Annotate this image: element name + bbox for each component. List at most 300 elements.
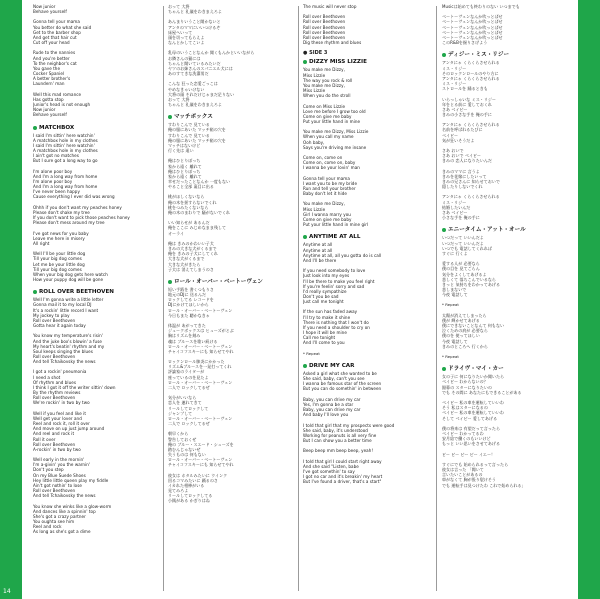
lyric-line: My heart's beatin' rhythm and my [33,343,105,349]
lyric-line: 地元のDJに 送るんだ [168,292,207,298]
lyric-line: チャイコフスキーにも 知らせてやれ [168,462,234,468]
lyric-line: When you call my name [303,134,354,140]
green-bullet-icon [303,235,307,239]
lyric-line: And move on up just jump around [33,426,105,432]
lyric-line: And I'll come to you [303,340,345,346]
lyric-line: 見てみろよ [168,488,189,494]
lyric-line: As long as she's got a dime [33,529,91,535]
lyric-line: 俺はひとりぼっち [168,168,201,174]
lyric-line: I need a shot [33,374,61,380]
lyric-line: Cause everything I ever did was wrong [33,194,115,200]
song-title-text: ドライヴ・マイ・カー [448,366,504,373]
lyric-line: きっと 気持ちをわかってあげる [442,281,501,287]
lyric-line: We're rockin' in two by two [33,400,90,406]
lyric-line: On my Blue Suede Shoes [33,472,86,478]
lyric-line: 銀幕の スターになりたいの [442,384,492,390]
lyric-line: To the neighbor's cat [33,60,77,66]
lyric-line: ジュークボックスは ヒューズがとぶ [168,328,234,334]
lyric-line: 悲しくて 落ちこんでいるなら [442,276,496,282]
lyric-line: DJにかけてほしいから [168,302,209,308]
lyric-line: イカれた相棒がいる [168,482,205,488]
lyric-line: 太陽が消えてしまったら [442,312,487,318]
lyric-line: * Repeat [303,350,320,356]
lyric-line: 彼女は言った 「聞いて [442,467,484,473]
lyric-line: Ooh baby, [303,139,325,145]
lyric-line: My jockey to play [33,312,70,318]
song-title [168,113,296,121]
lyric-line: And she said "Listen, babe [303,463,359,469]
song-title [168,278,296,286]
lyric-line: Musicは始めても終わりのない いつまでも [442,4,520,9]
lyric-line: ロール・オーバー・ベートーヴェン [168,379,233,385]
lyric-line: If you need a shoulder to cry on [303,324,370,330]
song-title-text: DRIVE MY CAR [309,363,355,369]
lyric-line: 俺をここに みじめなまま残して [168,225,227,231]
lyric-line: Anytime at all, all you gotta do is call [303,252,382,258]
song-title-text: ディジー・ミス・リジー [448,52,510,59]
lyric-line: いつでも 電話してくれれば [442,245,492,251]
lyric-line: 俺の木を揺すらないでくれ [168,199,217,205]
lyric-line: By the rhythm reviews [33,390,81,396]
lyric-line: The music will never stop [303,4,357,9]
lyric-line: 俺を きみの子犬にしてくれ [168,251,218,257]
lyric-line: 俺はひとりぼっち [168,158,201,164]
lyric-line: Roll over Beethoven [303,29,346,35]
lyric-line: Hey little little queen play my fiddle [33,477,109,483]
lyric-line: I wanna be your lovin' man [303,165,360,171]
green-bullet-icon [442,53,446,57]
lyric-line: 僕の目を 見てごらん [442,266,480,272]
lyric-line: 警告しておくぜ [168,436,197,442]
lyric-line: 座っているのを見たよ [168,374,209,380]
green-bullet-icon [33,126,37,130]
lyric-line: Please don't shake my tree [33,209,90,215]
lyric-line: 俺の木のまわりで 騒がないでくれ [168,209,231,215]
lyric-line: But I can show you a better time [303,438,372,444]
lyric-line: Just look into my eyes [303,273,350,279]
lyric-line: アンタにゃ くらくらさせられる [442,122,500,128]
lyric-line: Says you're driving me insane [303,144,367,150]
lyric-line: I've got somethin' to say [303,468,355,474]
green-bullet-icon [168,280,172,284]
lyric-line: I got a rockin' pneumonia [33,369,87,375]
lyric-line: きみの 恋人になりたいんだ [442,158,492,164]
lyric-line: 気分がいいなら [168,395,197,401]
lyric-line: Well if you feel and like it [33,410,86,416]
lyric-line: You make me Dizzy, [303,82,345,88]
lyric-line: 隠したりしないでくれ [442,184,483,190]
lyric-line: I'll try to make it shine [303,314,351,320]
lyric-line: 小銭がある かぎりはね [168,498,210,504]
song-title [442,365,576,373]
song-title-text: マッチボックス [174,114,213,121]
lyric-line: なんとかしてこいよ [168,40,205,46]
lyric-line: Don't you be sad [303,293,339,299]
lyric-line: 今夜 電話して [442,338,468,344]
lyric-line: ヤツのお姉さんのスパニエル犬には [168,65,233,71]
lyric-line: And baby I'll love you [303,412,349,418]
lyric-line: I'll be there to make you feel right [303,278,375,284]
lyric-line: 評論家のライターが [168,369,205,375]
lyric-line: Has gotta stop [33,96,64,102]
lyric-line: ちゃんと聞いているみたいだ [168,60,221,66]
green-bullet-icon [168,115,172,119]
lyric-line: アンタのママにいいつけるぞ [168,24,221,30]
lyric-line: 幸せだったことなんか 一度もない [168,179,231,184]
lyric-line: もっと いい思いをさせてあげる [442,441,501,447]
lyric-line: このR&Bを掘りさげよう [442,40,488,46]
lyric-line: And reel and rock it [33,431,75,437]
lyric-line: ベイビー わかってるわ [442,431,484,437]
lyric-line: リールしてロックしてる [168,493,213,499]
stanza-gap [33,117,161,122]
lyric-line: You make me Dizzy, Miss Lizzie [303,129,369,135]
lyric-line: 朝早くから [168,431,189,437]
lyric-line: 気分をよくしてあげるよ [442,271,487,277]
lyric-line: リールしてロックして [168,405,209,411]
song-title [33,288,161,296]
lyric-line: Well get your lover and [33,415,82,421]
green-bullet-icon [303,364,307,368]
song-title-text: ロール・オーバー・ベートーヴェン [174,278,263,285]
song-title-text: MATCHBOX [39,124,75,131]
lyric-line: Baby, you can drive my car [303,407,361,413]
lyric-line: 家から遠く 離れて [168,163,202,169]
lyric-line: ベイビー 私の車を運転していいわ [442,400,504,406]
lyric-line: 胸はリズムを刻み [168,333,201,339]
lyric-line: ベイビー [442,132,459,138]
lyric-line: Anytime at all [303,242,333,248]
lyric-line: Love me before I grow too old [303,108,366,114]
lyric-line: 乳母のいうことなんか 聞くもんかといいながら [168,50,255,56]
lyric-line: 僕のを 使ってほしい [442,333,480,339]
lyric-line: Reel and rock [33,524,62,530]
lyric-line: I'm alone poor boy [33,168,73,174]
lyric-line: 俺の ブルー・スエード・シューズを [168,441,234,447]
song-title [303,233,431,241]
lyric-line: Well this mad romance [33,91,82,97]
lyric-line: * Repeat [442,302,459,308]
lyric-line: I'd really sympathize [303,288,347,294]
lyric-line: 悲しまないで [442,286,467,292]
column-4 [442,4,576,594]
lyric-line: ベイビー わからないの？ [442,379,488,385]
lyric-line: 行く先は 遠い [168,148,194,154]
lyric-line: ビー ビー ビー ビー イエー！ [442,451,496,457]
column-divider [436,6,437,591]
lyric-line: Let me be your little dog [33,261,85,267]
lyric-line: A-rockin' in two by two [33,446,81,452]
lyric-line: Anytime at all [303,247,333,253]
lyric-line: そう 私はスターになるの [442,405,488,411]
lyric-line: You know she winks like a glow-worm [33,503,112,509]
lyric-line: アンタにゃ くらくらさせられる [442,75,500,81]
stanza-gap [168,107,296,112]
lyric-line: 頭を切ってもらえよ [168,34,205,40]
right-green-band [578,0,600,599]
lyric-line: ちゃんと 礼儀をわきまえろよ [168,9,222,15]
lyric-line: Reel and rock it, roll it over [33,421,90,427]
lyric-line: I said I'm sittin' here watchin' [33,142,95,148]
lyric-line: でも その間に あなたにもできることがある [442,389,522,395]
stanza-gap [303,356,431,361]
lyric-line: そのロックンロールのやり方に [442,70,499,76]
stanza-gap [303,227,431,232]
lyric-line: And the juke box's blowin' a fuse [33,338,102,344]
lyric-line: Now junior [33,107,56,113]
lyric-line: いい知らせが あるんだ [168,220,210,226]
lyric-line: You gave the [33,65,61,71]
lyric-line: If you're feelin' sorry and sad [303,283,365,289]
lyric-line: And I'm a long way from home [33,173,98,179]
lyric-line: 名前を呼ばれるたびに [442,127,483,133]
song-title-text: DIZZY MISS LIZZIE [309,59,367,66]
stanza-gap [168,272,296,277]
song-title [303,362,431,370]
lyric-line: すぐに 行くよ [442,250,468,256]
lyric-line: 子犬は 消えてしまうのさ [168,266,214,272]
lyric-line: いつだって いいんだよ [442,240,484,246]
lyric-line: Yes, I'm gonna be a star [303,401,354,407]
lyric-line: But I've found a driver, that's a start" [303,479,382,485]
lyric-line: でも 運転手は見つけたわ これで始められる」 [442,482,526,488]
stanza-gap [442,220,576,225]
lyric-line: ロール・オーバー・ベートーヴェン [168,457,233,463]
lyric-line: チャイコフスキーにも 知らせてやれ [168,348,234,354]
lyric-line: Behave yourself [33,112,67,118]
lyric-line: 大将の頭 それだけじゃまだ足りない [168,91,235,97]
lyric-line: Beep beep mm beep beep, yeah! [303,448,374,454]
left-green-band [0,0,22,599]
lyric-line: 踏むんじゃないぜ [168,446,201,452]
lyric-line: Laundern' man [33,81,65,87]
lyric-line: 女の子に 何になりたいか聞いたら [442,374,505,380]
lyric-line: 言いたいことがあるの [442,472,483,478]
song-title [303,58,431,66]
lyric-line: I'm a-givin' you the warnin' [33,462,91,468]
lyric-line: きみの大きな犬がくるまで [168,246,217,252]
lyric-line: Gonna tell your mama [303,175,350,181]
lyric-line: 泣くための肩が 必要なら [442,328,488,334]
lyrics-page [22,0,578,599]
lyric-line: Well I'm gonna write a little letter [33,297,104,303]
lyric-line: 失うものは 何もない [168,451,206,457]
lyric-line: I wanna be famous star of the screen [303,381,382,387]
lyric-line: ミス・リジー [442,199,467,205]
lyric-line: How your puppy dog will be gone [33,276,104,282]
lyric-line: 愛する人が 必要なら [442,261,480,267]
lyric-line: The way you rock & roll [303,77,353,83]
lyric-line: 僕にできないことなんて 何もない [442,323,505,329]
column-2 [168,4,296,594]
lyric-line: 短い手紙を 書くつもりさ [168,286,214,292]
lyric-line: She said, baby, it's understood [303,427,368,433]
lyric-line: But I sure got a long way to go [33,158,98,164]
lyric-line: ロックンロール肺炎にかかった [168,359,225,365]
lyric-line: 俺は きみのかわいい子犬 [168,240,214,246]
lyric-line: Ohhh if you don't want my peaches honey [33,204,122,210]
lyric-line: 体温が あがってきた [168,323,206,329]
lyric-line: I hope it will be mine [303,330,347,336]
lyric-line: Roll over Beethoven [33,441,76,447]
lyric-line: You know my temperature's risin' [33,333,103,339]
lyric-line: All right [33,240,50,246]
lyric-line: さあ おいで ベイビー [442,153,481,159]
lyric-line: アンタにゃ くらくらさせられる [442,60,500,66]
song-title [442,226,576,234]
lyric-line: Come on, come on [303,155,343,161]
lyric-line: 俺の服にあいた マッチ箱の穴を [168,137,226,143]
lyric-line: Gotta hear it again today [33,323,86,329]
lyric-line: I've got news for you baby [33,230,89,236]
lyric-line: Ain't got nothin' to lose [33,482,82,488]
song-title [33,124,161,132]
lyric-line: Roll over Beethoven [33,488,76,494]
page-number: 14 [3,588,11,595]
lyric-line: Miss Lizzie [303,72,326,78]
lyric-line: いらっしゃいな ミス・リジー [442,96,496,102]
stanza-gap [442,359,576,364]
lyric-line: It's a rockin' little record I want [33,307,99,313]
lyric-line: さあ ベイビー [442,106,468,112]
lyric-line: Cut off your head [33,40,70,46]
lyric-line: When you do the stroll [303,93,351,99]
lyric-line: すわりこんで 見ている [168,122,210,128]
lyric-line: I told that girl that my prospects were good [303,422,395,428]
lyric-line: And I'll be there [303,257,337,263]
lyric-line: すぐにでも 始められるって言ったら [442,461,509,467]
lyric-line: ストロールを 踊るときも [442,86,488,92]
lyric-line: 二人で ロックしてるぜ [168,421,210,427]
lyric-line: And you're better [33,55,70,61]
lyric-line: You oughta see him [33,519,75,524]
lyric-line: ベートーヴェンなんか吹っとばせ [442,34,503,40]
lyric-line: あのすてきな洗濯男だ [168,71,209,77]
lyric-line: そして ベイビー 愛してあげる [442,415,498,421]
lyric-line: * Repeat [442,354,459,359]
lyric-line: Come on give me baby [303,113,352,119]
lyric-line: I've never been happy [33,189,80,195]
lyric-line: さあ おいで [442,148,464,154]
lyric-line: Roll over Beethoven [33,354,76,359]
lyric-line: さあ ベイビー [442,209,468,215]
lyric-line: Well early in the mornin' [33,457,85,463]
green-bullet-icon [442,228,446,232]
lyric-line: Come on, come on, baby [303,160,356,166]
lyric-line: Till your big dog comes [33,266,82,272]
lyric-line: And tell Tchaikovsky the news [33,493,96,499]
lyric-line: When your big dog gets here watch [33,271,108,277]
lyric-line: アンタにゃ くらくらさせられる [442,194,500,200]
lyric-line: If you don't want to pick those peaches honey [33,215,130,221]
lyric-line: Leave me here in misery [33,235,85,241]
lyric-line: Come on give me baby [303,216,352,222]
song-title-text: ANYTIME AT ALL [309,234,361,241]
lyric-line: 僕が 輝かせてあげる [442,317,480,323]
lyric-line: きみのところへ 行くから [442,343,488,349]
lyric-line: 車がなくて 胸が張り裂けそう [442,477,496,483]
lyric-line: 大きな犬がくるまで [168,256,205,262]
lyric-line: If you need somebody to love [303,268,366,274]
lyric-line: きみのママに 言うよ [442,168,480,174]
lyric-line: Asked a girl what she wanted to be [303,371,377,376]
lyric-line: 結婚したいんだ [442,204,471,210]
lyric-line: 桃をつみたくないなら [168,204,209,210]
lyric-line: And I'm a long way from home [33,184,98,190]
column-1 [33,4,161,594]
stanza-gap [442,45,576,50]
lyric-line: Don't you step [33,467,64,473]
lyric-line: Run and tell your brother [303,186,356,191]
lyric-line: I said I'm sittin' here watchin' [33,132,95,138]
lyric-line: Roll over Beethoven [33,395,76,401]
lyric-line: Roll it over [33,436,56,442]
lyric-line: Roll over Beethoven [33,317,76,323]
lyric-line: Dig these rhythm and blues [303,40,362,46]
lyric-line: Gonna mail it to my local DJ [33,302,92,308]
lyric-line: Junior's head is not enough [33,101,91,107]
song-title [442,51,576,59]
lyric-line: Please don't mess around my tree [33,220,105,226]
lyric-line: You make me Dizzy, [303,201,345,207]
green-bullet-icon [303,60,307,64]
lyric-line: すわりこんで 見ている [168,132,210,138]
lyric-line: きみの小さな手を 俺の手に [442,111,492,117]
lyric-line: But you can do somethin' in between [303,386,382,392]
lyric-line: I think I got it off the writer sittin' down [33,384,116,390]
lyric-line: 桃がほしくないなら [168,194,205,200]
lyric-line: Baby, you can drive my car [303,396,361,402]
lyric-line: リズム&ブルースを一発打ってくれ [168,364,232,370]
lyric-line: I told that girl I could start right away [303,458,382,464]
lyric-line: And dances like a spinnin' top [33,508,96,514]
lyric-line: And get that hair cut [33,34,77,40]
lyric-line: Gonna tell your mama [33,19,80,25]
lyric-line: Working for peanuts is all very fine [303,432,377,438]
lyric-line: A matchbox hole in my clothes [33,148,98,154]
stanza-gap [33,282,161,287]
lyric-line: ちゃんと 礼儀をわきまえろよ [168,101,222,107]
lyric-line: Roll over Beethoven [303,14,346,20]
lyric-line: ベイビー 私の車を運転していいわ [442,410,504,416]
green-bullet-icon [33,290,37,294]
lyric-line: You make me Dizzy, [303,67,345,73]
lyric-line: I'm alone poor boy [33,179,73,184]
lyric-line: If the sun has faded away [303,309,358,315]
lyric-line: きみを花嫁にしたいって [442,173,487,179]
lyric-line: ジャンプして [168,410,193,416]
lyric-line: Soul keeps singing the blues [33,348,93,354]
lyric-line: Miss Lizzie [303,206,326,212]
lyric-line: Put your little hand in mine girl [303,222,369,228]
lyric-line: Baby don't let it hide [303,191,347,197]
lyric-line: ミス・リジー [442,65,467,71]
column-3 [303,4,431,594]
lyric-line: ロール・オーバー・ベートーヴェン [168,307,233,313]
lyric-line: I want you to be my bride [303,180,358,186]
lyric-line: Of rhythm and blues [33,379,77,385]
song-title-text: ROLL OVER BEETHOVEN [39,289,114,296]
lyric-line: 僕の将来は 有望だって言ったら [442,425,501,431]
lyric-line: 彼女は ホタルみたいに ウインク [168,472,228,478]
lyric-line: 大きな犬がきたら [168,261,201,267]
lyric-line: ロール・オーバー・ベートーヴェン [168,343,233,349]
lyric-line: ミス・リジー [442,81,467,87]
lyric-line: A matchbox hole in my clothes [33,137,98,143]
lyric-line: きみの兄さんに 知らせておいで [442,179,500,184]
lyric-line: ベートーヴェンなんか吹っとばせ [442,29,503,35]
lyric-line: Now junior [33,4,56,9]
